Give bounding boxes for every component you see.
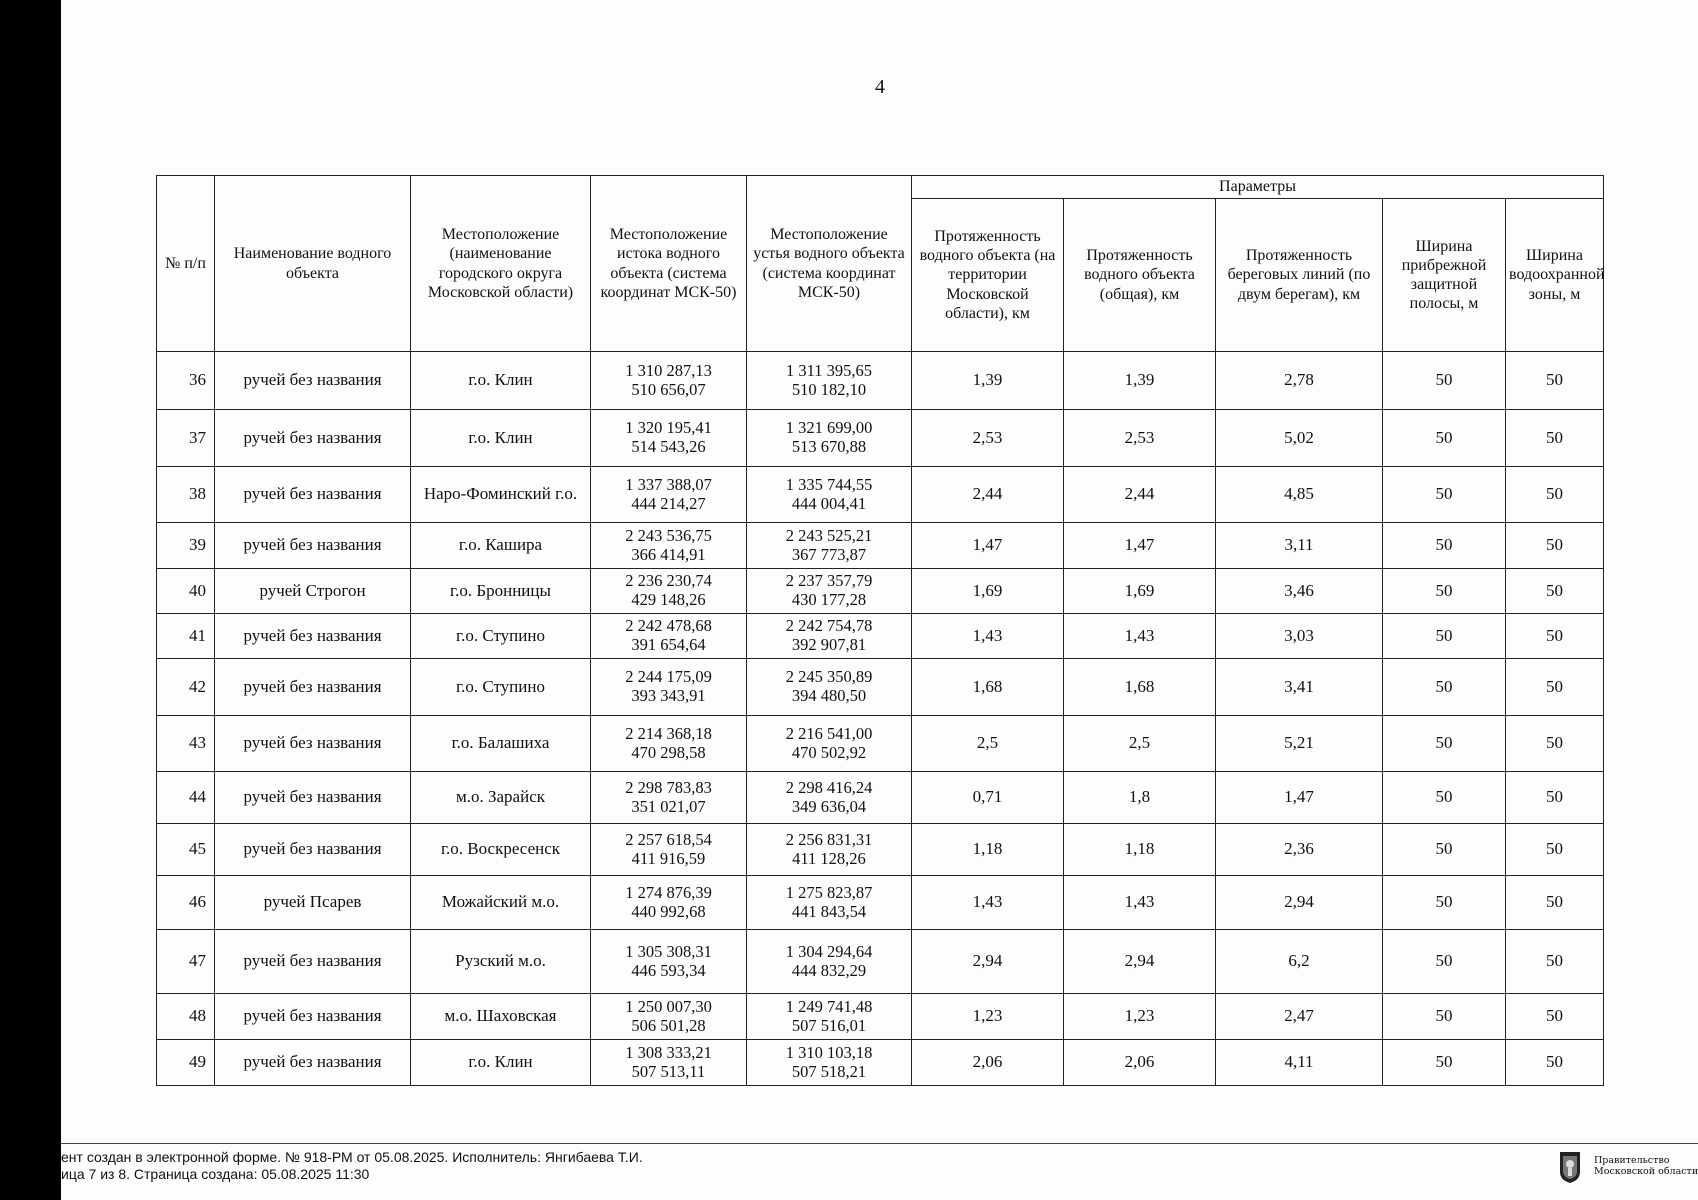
row-shoreline: 2,78 bbox=[1216, 352, 1383, 410]
row-name: ручей без названия bbox=[215, 467, 411, 523]
row-source-coords bbox=[591, 1040, 747, 1086]
mouth-y: 411 128,26 bbox=[792, 848, 866, 868]
table-row bbox=[157, 772, 1604, 824]
row-length-region: 1,23 bbox=[912, 994, 1064, 1040]
row-mouth-coords bbox=[747, 930, 912, 994]
row-length-total: 1,23 bbox=[1064, 994, 1216, 1040]
row-name: ручей без названия bbox=[215, 614, 411, 659]
water-objects-table bbox=[156, 175, 1604, 1086]
row-coastal-strip: 50 bbox=[1383, 659, 1506, 716]
row-length-region: 1,18 bbox=[912, 824, 1064, 876]
row-water-zone: 50 bbox=[1506, 523, 1604, 569]
mouth-x: 1 249 741,48 bbox=[785, 996, 873, 1016]
row-water-zone: 50 bbox=[1506, 410, 1604, 467]
row-water-zone: 50 bbox=[1506, 569, 1604, 614]
row-length-total: 2,5 bbox=[1064, 716, 1216, 772]
row-shoreline: 2,94 bbox=[1216, 876, 1383, 930]
source-x: 1 308 333,21 bbox=[625, 1042, 712, 1062]
mouth-x: 2 242 754,78 bbox=[785, 616, 873, 636]
table-row bbox=[157, 410, 1604, 467]
mouth-x: 2 243 525,21 bbox=[785, 525, 873, 545]
row-mouth-coords bbox=[747, 569, 912, 614]
mouth-y: 507 518,21 bbox=[791, 1061, 867, 1081]
row-water-zone: 50 bbox=[1506, 876, 1604, 930]
source-y: 446 593,34 bbox=[631, 960, 706, 980]
row-source-coords bbox=[591, 716, 747, 772]
row-shoreline: 5,21 bbox=[1216, 716, 1383, 772]
row-number: 36 bbox=[157, 352, 215, 410]
row-mouth-coords bbox=[747, 523, 912, 569]
source-x: 1 250 007,30 bbox=[625, 996, 712, 1016]
row-source-coords bbox=[591, 930, 747, 994]
row-length-total: 1,68 bbox=[1064, 659, 1216, 716]
source-x: 2 236 230,74 bbox=[625, 571, 712, 591]
row-length-region: 1,47 bbox=[912, 523, 1064, 569]
source-y: 444 214,27 bbox=[631, 493, 706, 513]
gov-label-line-1: Правительство bbox=[1594, 1155, 1670, 1166]
row-source-coords bbox=[591, 467, 747, 523]
row-location: Наро-Фоминский г.о. bbox=[411, 467, 591, 523]
source-x: 1 337 388,07 bbox=[625, 474, 712, 494]
row-water-zone: 50 bbox=[1506, 614, 1604, 659]
row-mouth-coords bbox=[747, 1040, 912, 1086]
row-length-total: 2,94 bbox=[1064, 930, 1216, 994]
table-row bbox=[157, 659, 1604, 716]
header-mouth: Местоположение устья водного объекта (система координат МСК-50) bbox=[747, 176, 912, 352]
row-name: ручей без названия bbox=[215, 523, 411, 569]
source-x: 2 257 618,54 bbox=[625, 829, 712, 849]
source-y: 510 656,07 bbox=[631, 379, 706, 399]
row-length-total: 1,43 bbox=[1064, 876, 1216, 930]
row-name: ручей без названия bbox=[215, 659, 411, 716]
row-shoreline: 4,85 bbox=[1216, 467, 1383, 523]
source-x: 1 310 287,13 bbox=[625, 360, 712, 380]
row-location: м.о. Шаховская bbox=[411, 994, 591, 1040]
header-name: Наименование водного объекта bbox=[215, 176, 411, 352]
row-location: Можайский м.о. bbox=[411, 876, 591, 930]
mouth-y: 513 670,88 bbox=[791, 437, 867, 456]
row-location: м.о. Зарайск bbox=[411, 772, 591, 824]
source-x: 2 242 478,68 bbox=[625, 616, 712, 636]
row-shoreline: 6,2 bbox=[1216, 930, 1383, 994]
header-length-total: Протяженность водного объекта (общая), км bbox=[1064, 199, 1216, 352]
table-row bbox=[157, 876, 1604, 930]
mouth-y: 441 843,54 bbox=[791, 901, 867, 921]
row-length-total: 1,69 bbox=[1064, 569, 1216, 614]
mouth-x: 2 256 831,31 bbox=[785, 829, 873, 849]
footer-line-1: ент создан в электронной форме. № 918-РМ от 05.08.2025. Исполнитель: Янгибаева Т.И. bbox=[61, 1149, 643, 1165]
row-name: ручей без названия bbox=[215, 930, 411, 994]
row-water-zone: 50 bbox=[1506, 467, 1604, 523]
row-water-zone: 50 bbox=[1506, 930, 1604, 994]
mouth-x: 1 321 699,00 bbox=[785, 418, 873, 438]
row-water-zone: 50 bbox=[1506, 994, 1604, 1040]
table-row bbox=[157, 1040, 1604, 1086]
table-row bbox=[157, 467, 1604, 523]
coat-of-arms-icon bbox=[1558, 1150, 1582, 1184]
row-coastal-strip: 50 bbox=[1383, 523, 1506, 569]
row-location: г.о. Бронницы bbox=[411, 569, 591, 614]
row-source-coords bbox=[591, 994, 747, 1040]
row-mouth-coords bbox=[747, 614, 912, 659]
row-source-coords bbox=[591, 772, 747, 824]
source-y: 514 543,26 bbox=[631, 437, 706, 456]
table-row bbox=[157, 352, 1604, 410]
source-y: 507 513,11 bbox=[631, 1061, 706, 1081]
row-name: ручей без названия bbox=[215, 1040, 411, 1086]
row-length-region: 2,53 bbox=[912, 410, 1064, 467]
row-number: 47 bbox=[157, 930, 215, 994]
row-mouth-coords bbox=[747, 824, 912, 876]
row-source-coords bbox=[591, 352, 747, 410]
mouth-y: 470 502,92 bbox=[791, 742, 867, 762]
source-y: 470 298,58 bbox=[631, 742, 706, 762]
row-coastal-strip: 50 bbox=[1383, 994, 1506, 1040]
source-x: 1 274 876,39 bbox=[625, 882, 712, 902]
row-source-coords bbox=[591, 614, 747, 659]
row-mouth-coords bbox=[747, 352, 912, 410]
row-mouth-coords bbox=[747, 659, 912, 716]
row-name: ручей без названия bbox=[215, 772, 411, 824]
row-shoreline: 3,11 bbox=[1216, 523, 1383, 569]
source-x: 2 244 175,09 bbox=[625, 667, 712, 687]
gov-label-line-2: Московской области bbox=[1594, 1166, 1698, 1177]
mouth-x: 2 298 416,24 bbox=[785, 777, 873, 797]
source-y: 429 148,26 bbox=[631, 590, 706, 609]
header-params: Параметры bbox=[912, 176, 1604, 199]
mouth-y: 444 832,29 bbox=[791, 960, 867, 980]
table-row bbox=[157, 523, 1604, 569]
mouth-x: 1 311 395,65 bbox=[785, 360, 872, 380]
gov-label bbox=[1594, 1155, 1698, 1177]
source-y: 351 021,07 bbox=[631, 796, 706, 816]
row-shoreline: 4,11 bbox=[1216, 1040, 1383, 1086]
row-mouth-coords bbox=[747, 716, 912, 772]
row-length-region: 0,71 bbox=[912, 772, 1064, 824]
row-location: г.о. Клин bbox=[411, 352, 591, 410]
table-body bbox=[157, 352, 1604, 1086]
source-x: 1 320 195,41 bbox=[625, 418, 712, 438]
row-length-region: 1,43 bbox=[912, 876, 1064, 930]
row-length-total: 1,47 bbox=[1064, 523, 1216, 569]
row-name: ручей без названия bbox=[215, 352, 411, 410]
row-source-coords bbox=[591, 824, 747, 876]
source-y: 393 343,91 bbox=[631, 686, 706, 705]
row-mouth-coords bbox=[747, 467, 912, 523]
row-name: ручей Строгон bbox=[215, 569, 411, 614]
row-number: 37 bbox=[157, 410, 215, 467]
row-length-total: 1,39 bbox=[1064, 352, 1216, 410]
row-length-total: 2,44 bbox=[1064, 467, 1216, 523]
source-y: 366 414,91 bbox=[631, 544, 706, 564]
row-number: 41 bbox=[157, 614, 215, 659]
mouth-y: 394 480,50 bbox=[791, 686, 867, 705]
row-mouth-coords bbox=[747, 410, 912, 467]
row-shoreline: 2,36 bbox=[1216, 824, 1383, 876]
scan-left-edge bbox=[0, 0, 61, 1200]
row-mouth-coords bbox=[747, 994, 912, 1040]
row-location: г.о. Ступино bbox=[411, 659, 591, 716]
row-number: 45 bbox=[157, 824, 215, 876]
row-length-total: 2,53 bbox=[1064, 410, 1216, 467]
row-location: г.о. Кашира bbox=[411, 523, 591, 569]
row-shoreline: 5,02 bbox=[1216, 410, 1383, 467]
mouth-y: 444 004,41 bbox=[791, 493, 867, 513]
row-location: Рузский м.о. bbox=[411, 930, 591, 994]
row-length-region: 2,5 bbox=[912, 716, 1064, 772]
row-name: ручей без названия bbox=[215, 994, 411, 1040]
row-number: 43 bbox=[157, 716, 215, 772]
row-location: г.о. Ступино bbox=[411, 614, 591, 659]
source-y: 440 992,68 bbox=[631, 901, 706, 921]
page-number: 4 bbox=[875, 76, 885, 98]
row-location: г.о. Клин bbox=[411, 410, 591, 467]
row-source-coords bbox=[591, 410, 747, 467]
row-shoreline: 2,47 bbox=[1216, 994, 1383, 1040]
row-source-coords bbox=[591, 659, 747, 716]
row-water-zone: 50 bbox=[1506, 772, 1604, 824]
row-coastal-strip: 50 bbox=[1383, 569, 1506, 614]
header-coastal-strip: Ширина прибрежной защитной полосы, м bbox=[1383, 199, 1506, 352]
row-number: 49 bbox=[157, 1040, 215, 1086]
source-x: 1 305 308,31 bbox=[625, 941, 712, 961]
row-length-region: 1,69 bbox=[912, 569, 1064, 614]
row-coastal-strip: 50 bbox=[1383, 930, 1506, 994]
row-length-total: 2,06 bbox=[1064, 1040, 1216, 1086]
row-number: 46 bbox=[157, 876, 215, 930]
row-number: 44 bbox=[157, 772, 215, 824]
row-source-coords bbox=[591, 569, 747, 614]
mouth-y: 392 907,81 bbox=[791, 635, 867, 654]
row-water-zone: 50 bbox=[1506, 659, 1604, 716]
row-shoreline: 3,41 bbox=[1216, 659, 1383, 716]
header-source: Местоположение истока водного объекта (система координат МСК-50) bbox=[591, 176, 747, 352]
row-length-region: 2,06 bbox=[912, 1040, 1064, 1086]
mouth-x: 1 304 294,64 bbox=[785, 941, 873, 961]
row-source-coords bbox=[591, 523, 747, 569]
mouth-y: 507 516,01 bbox=[791, 1015, 867, 1035]
row-location: г.о. Балашиха bbox=[411, 716, 591, 772]
source-x: 2 298 783,83 bbox=[625, 777, 712, 797]
mouth-y: 349 636,04 bbox=[791, 796, 867, 816]
footer-stamp bbox=[61, 1149, 643, 1183]
row-source-coords bbox=[591, 876, 747, 930]
header-length-region: Протяженность водного объекта (на территории Московской области), км bbox=[912, 199, 1064, 352]
row-shoreline: 3,46 bbox=[1216, 569, 1383, 614]
header-location: Местоположение (наименование городского округа Московской области) bbox=[411, 176, 591, 352]
row-name: ручей без названия bbox=[215, 410, 411, 467]
mouth-x: 1 310 103,18 bbox=[785, 1042, 873, 1062]
source-x: 2 243 536,75 bbox=[625, 525, 712, 545]
header-row-top bbox=[157, 176, 1604, 199]
footer-line-2: ица 7 из 8. Страница создана: 05.08.2025 11:30 bbox=[61, 1166, 370, 1182]
row-water-zone: 50 bbox=[1506, 352, 1604, 410]
row-length-total: 1,43 bbox=[1064, 614, 1216, 659]
table-row bbox=[157, 716, 1604, 772]
row-coastal-strip: 50 bbox=[1383, 876, 1506, 930]
row-length-total: 1,18 bbox=[1064, 824, 1216, 876]
mouth-y: 510 182,10 bbox=[791, 379, 867, 399]
row-coastal-strip: 50 bbox=[1383, 410, 1506, 467]
row-length-region: 1,43 bbox=[912, 614, 1064, 659]
row-name: ручей Псарев bbox=[215, 876, 411, 930]
header-water-zone: Ширина водоохранной зоны, м bbox=[1506, 199, 1604, 352]
source-y: 411 916,59 bbox=[631, 848, 706, 868]
mouth-x: 1 275 823,87 bbox=[785, 882, 873, 902]
header-shoreline: Протяженность береговых линий (по двум берегам), км bbox=[1216, 199, 1383, 352]
source-y: 391 654,64 bbox=[631, 635, 706, 654]
row-water-zone: 50 bbox=[1506, 824, 1604, 876]
row-length-total: 1,8 bbox=[1064, 772, 1216, 824]
row-mouth-coords bbox=[747, 772, 912, 824]
mouth-y: 430 177,28 bbox=[791, 590, 867, 609]
mouth-x: 1 335 744,55 bbox=[785, 474, 873, 494]
table-row bbox=[157, 824, 1604, 876]
mouth-x: 2 237 357,79 bbox=[785, 571, 873, 591]
row-length-region: 1,39 bbox=[912, 352, 1064, 410]
row-name: ручей без названия bbox=[215, 824, 411, 876]
row-name: ручей без названия bbox=[215, 716, 411, 772]
row-length-region: 2,94 bbox=[912, 930, 1064, 994]
row-number: 42 bbox=[157, 659, 215, 716]
table-row bbox=[157, 994, 1604, 1040]
row-location: г.о. Воскресенск bbox=[411, 824, 591, 876]
mouth-x: 2 216 541,00 bbox=[785, 723, 873, 743]
row-shoreline: 3,03 bbox=[1216, 614, 1383, 659]
row-number: 38 bbox=[157, 467, 215, 523]
mouth-x: 2 245 350,89 bbox=[785, 667, 873, 687]
row-water-zone: 50 bbox=[1506, 716, 1604, 772]
row-length-region: 1,68 bbox=[912, 659, 1064, 716]
footer-divider bbox=[61, 1143, 1698, 1144]
row-coastal-strip: 50 bbox=[1383, 352, 1506, 410]
row-shoreline: 1,47 bbox=[1216, 772, 1383, 824]
row-coastal-strip: 50 bbox=[1383, 614, 1506, 659]
row-coastal-strip: 50 bbox=[1383, 1040, 1506, 1086]
row-coastal-strip: 50 bbox=[1383, 467, 1506, 523]
row-mouth-coords bbox=[747, 876, 912, 930]
row-number: 48 bbox=[157, 994, 215, 1040]
row-water-zone: 50 bbox=[1506, 1040, 1604, 1086]
row-coastal-strip: 50 bbox=[1383, 824, 1506, 876]
header-num: № п/п bbox=[157, 176, 215, 352]
table-row bbox=[157, 569, 1604, 614]
mouth-y: 367 773,87 bbox=[791, 544, 867, 564]
source-x: 2 214 368,18 bbox=[625, 723, 712, 743]
source-y: 506 501,28 bbox=[631, 1015, 706, 1035]
row-number: 39 bbox=[157, 523, 215, 569]
row-number: 40 bbox=[157, 569, 215, 614]
row-location: г.о. Клин bbox=[411, 1040, 591, 1086]
row-length-region: 2,44 bbox=[912, 467, 1064, 523]
table-row bbox=[157, 930, 1604, 994]
row-coastal-strip: 50 bbox=[1383, 772, 1506, 824]
table-row bbox=[157, 614, 1604, 659]
row-coastal-strip: 50 bbox=[1383, 716, 1506, 772]
